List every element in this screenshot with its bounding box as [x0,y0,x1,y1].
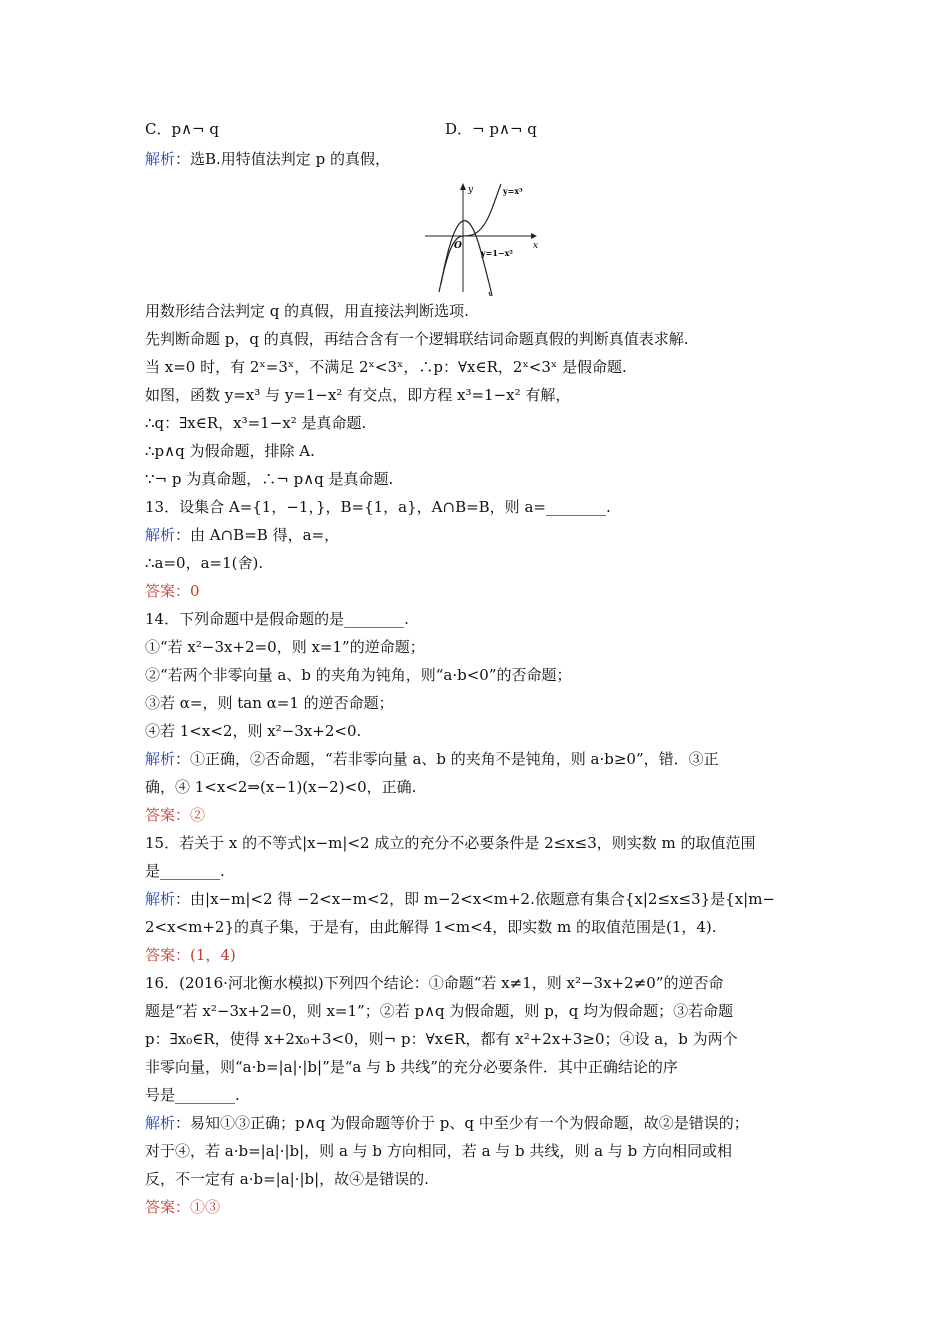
line-5 [145,384,570,406]
line-text: 2<x<m+2}的真子集，于是有，由此解得 1<m<4，即实数 m 的取值范围是(1，4). [145,918,717,936]
question-16 [145,972,723,994]
answer-label: 答案 [145,946,176,964]
line-text: ∴p∧q 为假命题，排除 A. [145,442,315,460]
line-text: 题是“若 x²−3x+2=0，则 x=1”；②若 p∧q 为假命题，则 p，q 均为假命题；③若命题 [145,1002,734,1020]
line-text: 14．下列命题中是假命题的是________. [145,610,409,628]
line-text: 确，④ 1<x<2⇒(x−1)(x−2)<0，正确. [145,778,417,796]
line-text: 13．设集合 A={1，−1，}，B={1，a}，A∩B=B，则 a=________. [145,498,611,516]
line-text: ：①正确，②否命题，“若非零向量 a、b 的夹角不是钝角，则 a·b≥0”，错．③正 [175,750,719,768]
line-1 [145,148,390,170]
line-text: ③若 α=，则 tan α=1 的逆否命题； [145,694,394,712]
solution-label: 解析 [145,750,176,768]
parabola-label: y=1−x² [481,248,513,258]
line-text: p：∃x₀∈R，使得 x+2x₀+3<0，则¬ p：∀x∈R，都有 x²+2x+3≥0；④设 a，b 为两个 [145,1030,738,1048]
cubic-curve [439,184,501,292]
line-19 [145,776,416,798]
question-13 [145,496,611,518]
line-text: 对于④，若 a·b=|a|·|b|，则 a 与 b 方向相同，若 a 与 b 共线，则 a 与 b 方向相同或相 [145,1142,733,1160]
answer-label: 答案 [145,1198,176,1216]
origin-label: O [454,241,462,251]
answer-text: ：② [175,806,206,824]
line-text: 用数形结合法判定 q 的真假，用直接法判断选项. [145,302,469,320]
line-29 [145,1056,678,1078]
line-text: ①“若 x²−3x+2=0，则 x=1”的逆命题； [145,638,425,656]
line-text: 如图，函数 y=x³ 与 y=1−x² 有交点，即方程 x³=1−x² 有解， [145,386,571,404]
line-34 [145,1196,220,1218]
function-graph [423,180,541,296]
line-11 [145,552,263,574]
line-4 [145,356,627,378]
x-axis-arrow [531,233,537,239]
parabola-curve [441,221,494,296]
line-32 [145,1140,732,1162]
answer-text: ：(1，4) [175,946,236,964]
solution-label: 解析 [145,1114,176,1132]
line-10 [145,524,339,546]
line-20 [145,804,205,826]
line-15 [145,664,572,686]
line-text: ∵¬ p 为真命题，∴¬ p∧q 是真命题. [145,470,394,488]
answer-text: ：①③ [175,1198,221,1216]
line-14 [145,636,425,658]
line-24 [145,916,717,938]
line-text: ：由 A∩B=B 得，a=， [175,526,340,544]
line-31 [145,1112,749,1134]
line-8 [145,468,393,490]
y-axis-arrow [460,183,466,190]
question-14 [145,608,409,630]
line-28 [145,1028,738,1050]
line-2 [145,300,469,322]
answer-label: 答案 [145,582,176,600]
line-17 [145,720,361,742]
answer-label: 答案 [145,806,176,824]
line-22 [145,860,225,882]
line-12 [145,580,200,602]
line-text: ∴a=0，a=1(舍). [145,554,264,572]
line-text: ④若 1<x<2，则 x²−3x+2<0. [145,722,362,740]
solution-label: 解析 [145,150,176,168]
line-0 [145,118,537,140]
line-text: 反，不一定有 a·b=|a|·|b|，故④是错误的. [145,1170,429,1188]
option-c: C．p∧¬ q [145,120,219,138]
line-30 [145,1084,240,1106]
line-text: 15．若关于 x 的不等式|x−m|<2 成立的充分不必要条件是 2≤x≤3，则实数 m 的取值范围 [145,834,756,852]
line-23 [145,888,775,910]
line-25 [145,944,236,966]
line-text: 先判断命题 p，q 的真假，再结合含有一个逻辑联结词命题真假的判断真值表求解. [145,330,689,348]
x-axis-label: x [533,241,539,251]
line-text: ②“若两个非零向量 a、b 的夹角为钝角，则“a·b<0”的否命题； [145,666,572,684]
line-16 [145,692,394,714]
line-3 [145,328,689,350]
line-33 [145,1168,429,1190]
option-d: D．¬ p∧¬ q [445,120,537,138]
cubic-label: y=x³ [503,186,523,196]
line-text: 当 x=0 时，有 2ˣ=3ˣ，不满足 2ˣ<3ˣ，∴p：∀x∈R，2ˣ<3ˣ 是假命题. [145,358,627,376]
line-text: ：选B.用特值法判定 p 的真假， [175,150,390,168]
line-text: ：由|x−m|<2 得 −2<x−m<2，即 m−2<x<m+2.依题意有集合{x|2≤x≤3}是{x|m− [175,890,776,908]
question-15 [145,832,756,854]
line-text: ∴q：∃x∈R，x³=1−x² 是真命题. [145,414,367,432]
line-text: 是________. [145,862,225,880]
line-text: ：易知①③正确；p∧q 为假命题等价于 p、q 中至少有一个为假命题，故②是错误的； [175,1114,749,1132]
line-27 [145,1000,733,1022]
solution-label: 解析 [145,526,176,544]
line-18 [145,748,719,770]
line-text: 号是________. [145,1086,240,1104]
answer-text: ：0 [175,582,200,600]
line-text: 非零向量，则“a·b=|a|·|b|”是“a 与 b 共线”的充分必要条件．其中正确结论的序 [145,1058,678,1076]
y-axis-label: y [468,185,474,195]
solution-label: 解析 [145,890,176,908]
line-text: 16．(2016·河北衡水模拟)下列四个结论：①命题“若 x≠1，则 x²−3x+2≠0”的逆否命 [145,974,724,992]
line-6 [145,412,366,434]
line-7 [145,440,315,462]
